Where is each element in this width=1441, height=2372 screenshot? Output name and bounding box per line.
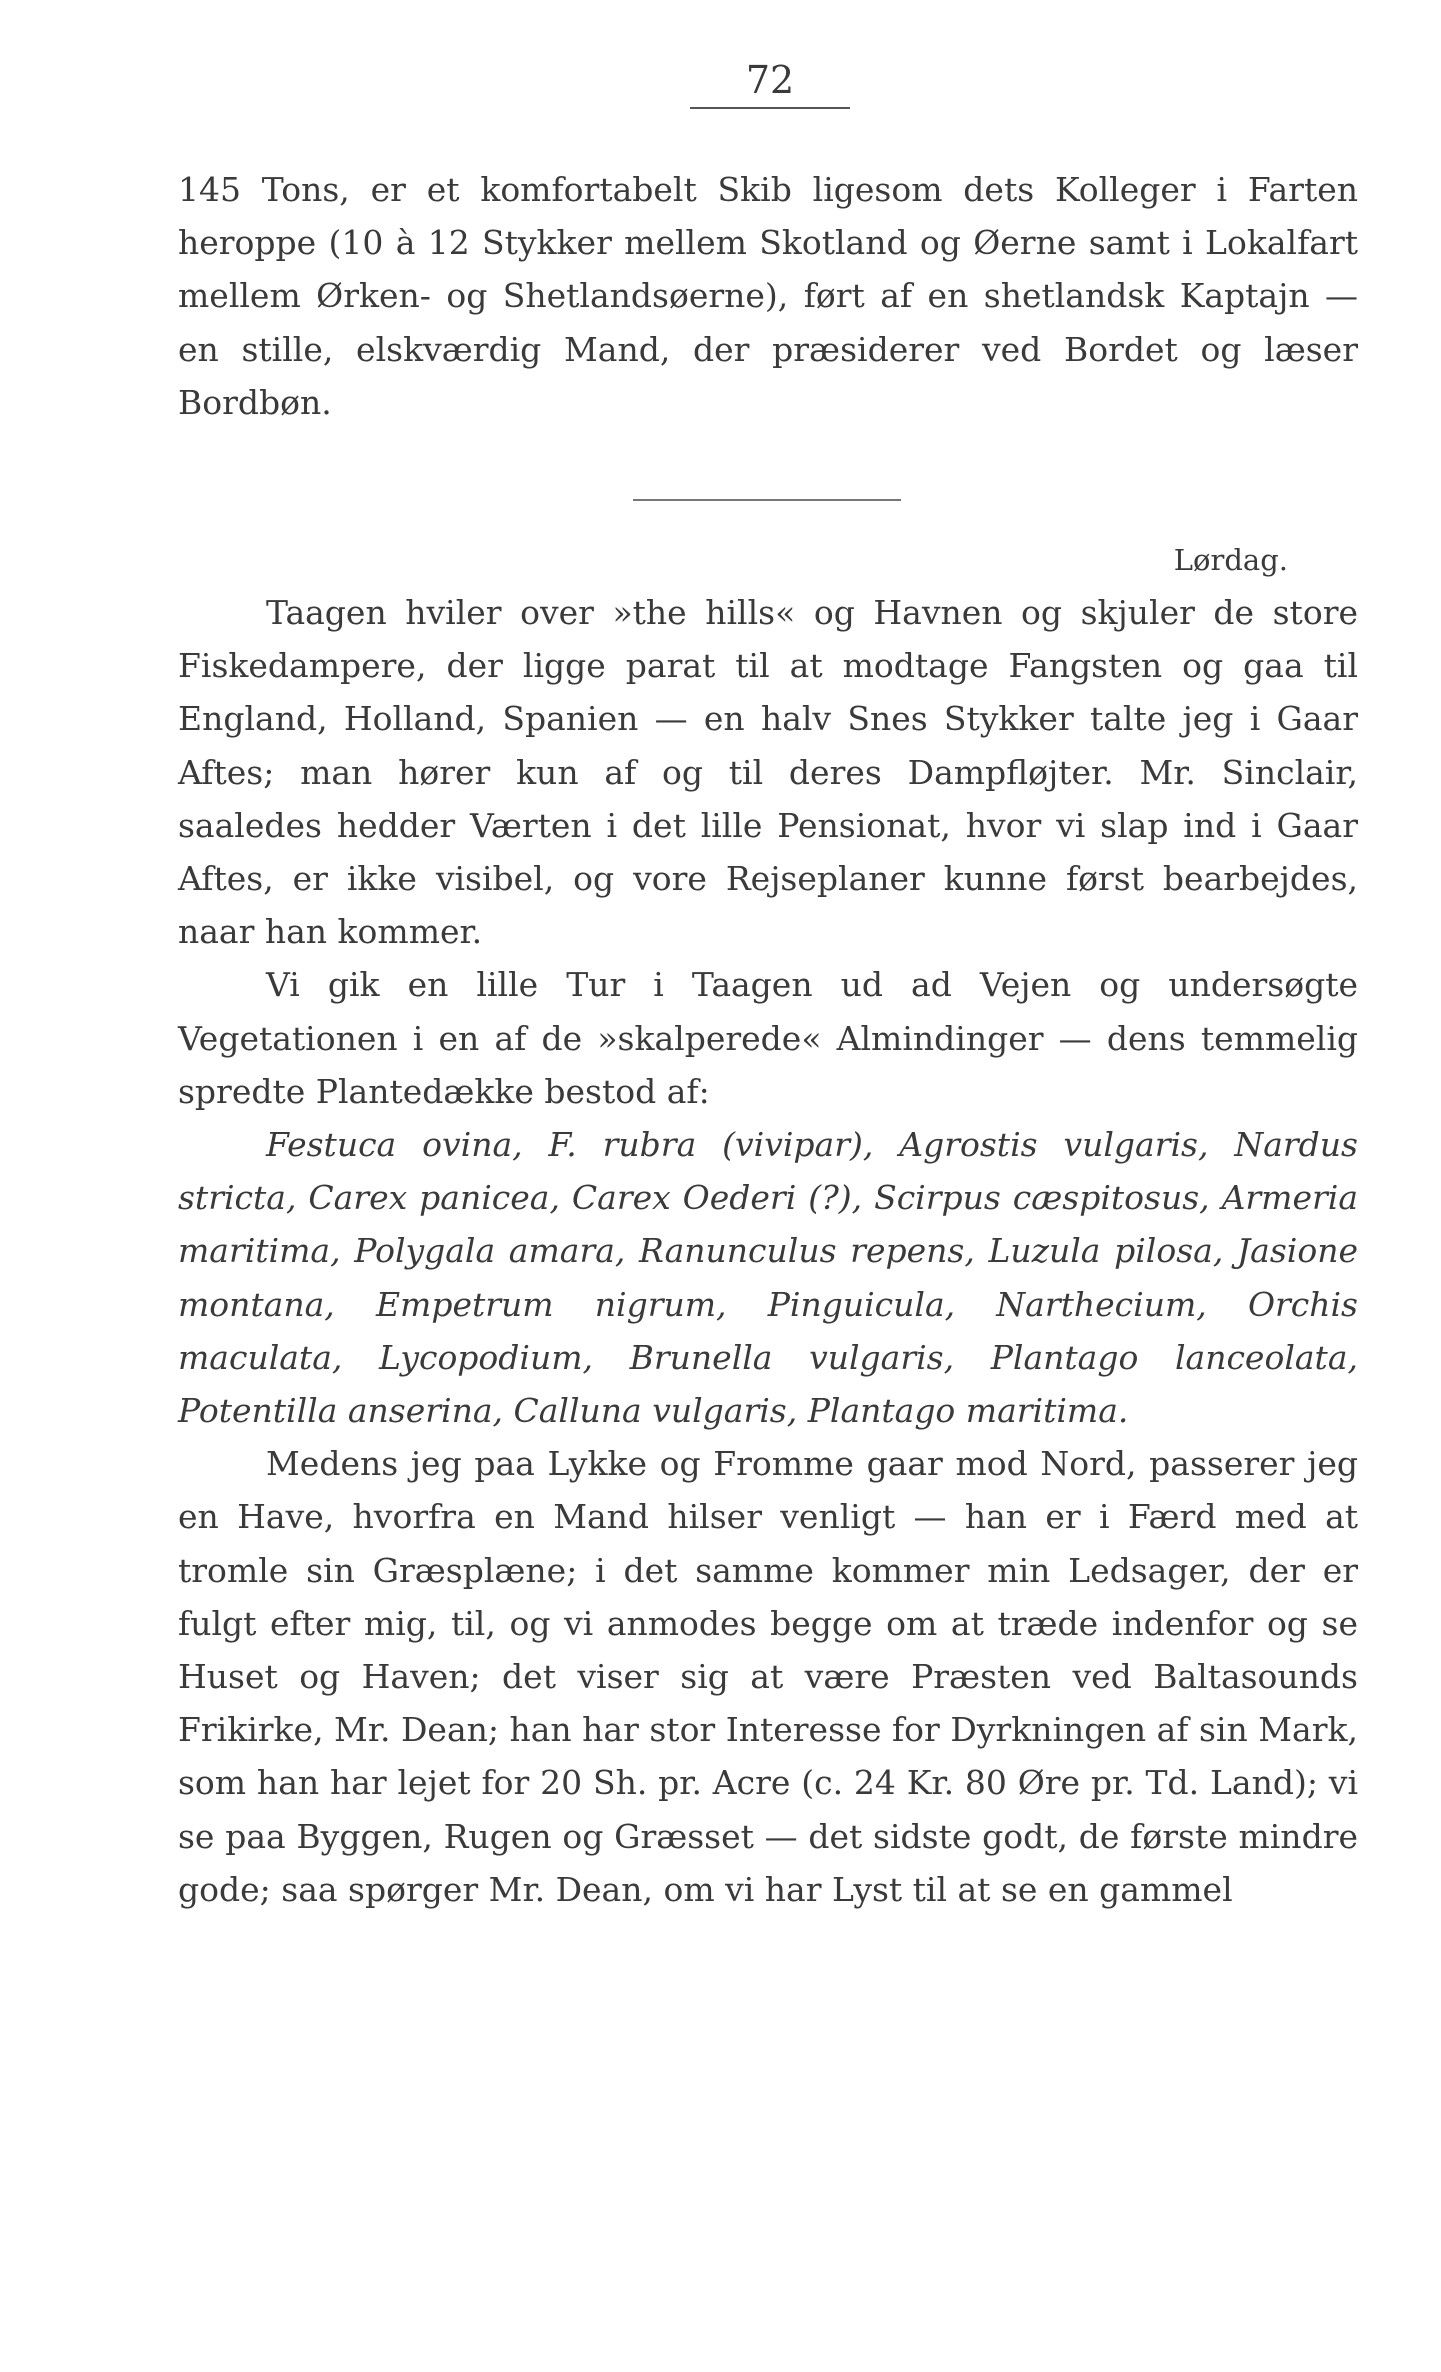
page-number: 72 <box>745 58 795 102</box>
paragraph-walk: Vi gik en lille Tur i Taagen ud ad Vejen og undersøgte Vegetationen i en af de »skalperede« Almindinger — dens temmelig spredte Plantedække bestod af: <box>178 965 1358 1111</box>
paragraph-garden: Medens jeg paa Lykke og Fromme gaar mod Nord, passerer jeg en Have, hvorfra en Mand hilser venligt — han er i Færd med at tromle sin Græsplæne; i det samme kommer min Ledsager, der er fulgt efter mig, til, og vi anmodes begge om at træde indenfor og se Huset og Haven; det viser sig at være Præsten ved Baltasounds Frikirke, Mr. Dean; han har stor Interesse for Dyrkningen af sin Mark, som han har lejet for 20 Sh. pr. Acre (c. 24 Kr. 80 Øre pr. Td. Land); vi se paa Byggen, Rugen og Græsset — det sidste godt, de første mindre gode; saa spørger Mr. Dean, om vi har Lyst til at se en gammel <box>178 1444 1358 1909</box>
paragraph-fog: Taagen hviler over »the hills« og Havnen og skjuler de store Fiskedampere, der ligge parat til at modtage Fangsten og gaa til England, Holland, Spanien — en halv Snes Stykker talte jeg i Gaar Aftes; man hører kun af og til deres Dampfløjter. Mr. Sinclair, saaledes hedder Værten i det lille Pensionat, hvor vi slap ind i Gaar Aftes, er ikke visibel, og vore Rejseplaner kunne først bearbejdes, naar han kommer. <box>178 593 1358 952</box>
opening-text <box>178 163 1358 429</box>
main-text <box>178 586 1358 1916</box>
paragraph-continued: 145 Tons, er et komfortabelt Skib ligesom dets Kolleger i Farten heroppe (10 à 12 Stykker mellem Skotland og Øerne samt i Lokalfart mellem Ørken- og Shetlandsøerne), ført af en shetlandsk Kaptajn — en stille, elskværdig Mand, der præsiderer ved Bordet og læser Bordbøn. <box>178 170 1358 422</box>
date-heading: Lørdag. <box>1173 543 1288 577</box>
page-number-rule <box>690 107 850 109</box>
section-divider <box>633 499 901 501</box>
species-list: Festuca ovina, F. rubra (vivipar), Agrostis vulgaris, Nardus stricta, Carex panicea, Carex Oederi (?), Scirpus cæspitosus, Armeria maritima, Polygala amara, Ranunculus repens, Luzula pilosa, Jasione montana, Empetrum nigrum, Pinguicula, Narthecium, Orchis maculata, Lycopodium, Brunella vulgaris, Plantago lanceolata, Potentilla anserina, Calluna vulgaris, Plantago maritima. <box>178 1125 1358 1431</box>
